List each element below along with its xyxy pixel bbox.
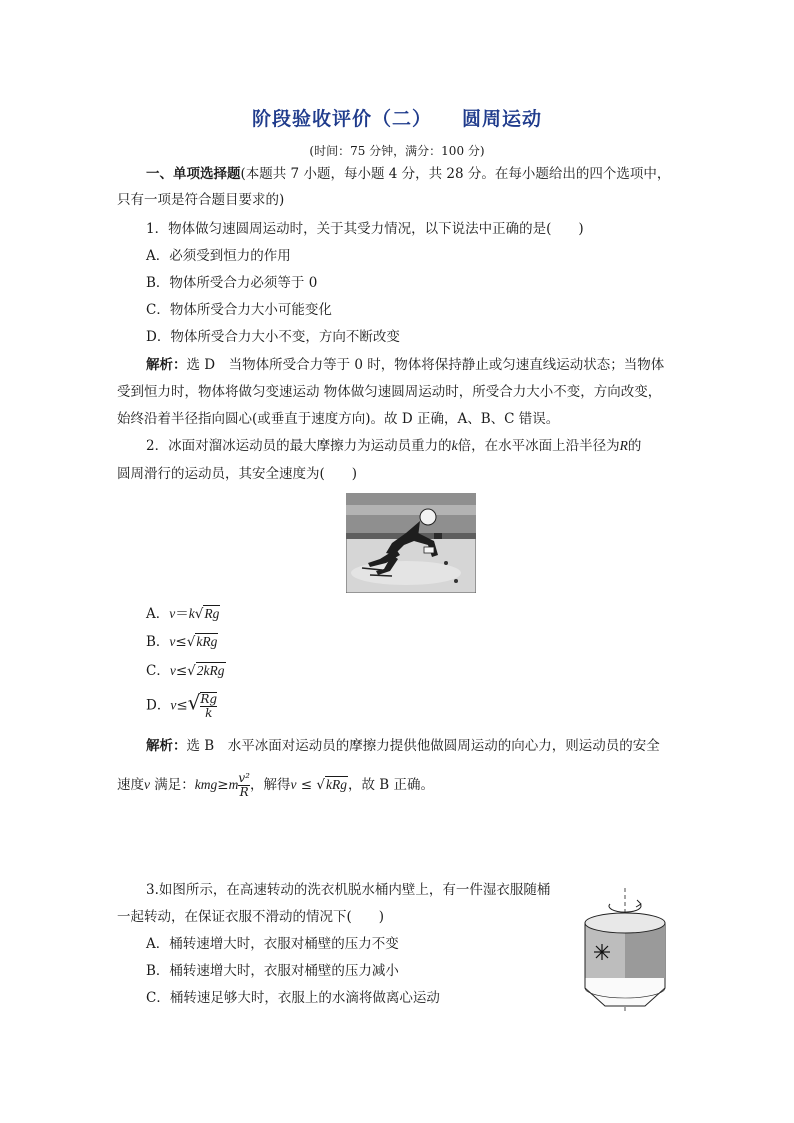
question-1-stem: 1．物体做匀速圆周运动时，关于其受力情况，以下说法中正确的是( ) [146,221,584,237]
question-2-option-d: D．v≤√ $\frac{Rg}{k}$ [146,690,218,720]
question-3-stem-line2: 一起转动，在保证衣服不滑动的情况下( ) [117,909,385,925]
question-2-option-b: B．v≤√kRg [146,634,218,650]
question-2-analysis: 解析：选 B 水平冰面对运动员的摩擦力提供他做圆周运动的向心力，则运动员的安全 [146,738,660,754]
question-3-stem: 3.如图所示，在高速转动的洗衣机脱水桶内壁上，有一件湿衣服随桶 [146,882,551,898]
question-3-option-b: B．桶转速增大时，衣服对桶壁的压力减小 [146,963,399,979]
analysis-label: 解析： [146,357,187,373]
spin-dryer-drum-diagram [580,888,680,1013]
question-2-option-c: C．v≤√2kRg [146,663,225,679]
section-heading [146,164,670,184]
section-instructions-line2: 只有一项是符合题目要求的) [117,192,285,208]
exam-info: (时间：75 分钟，满分：100 分) [309,144,485,158]
wet-clothes-icon [594,944,610,960]
question-2-analysis-line2: 速度v 满足：kmg≥m $\frac{\text{v²}}{R}$ ，解得v ≤ √kRg，故 B 正确。 [117,771,434,799]
speed-skater-photo [346,493,476,593]
question-1-analysis-line3: 始终沿着半径指向圆心(或垂直于速度方向)。故 D 正确，A、B、C 错误。 [117,411,560,427]
title-topic: 圆周运动 [462,108,543,130]
question-2-stem-line2: 圆周滑行的运动员，其安全速度为( ) [117,466,358,482]
question-1-option-b: B．物体所受合力必须等于 0 [146,275,318,291]
analysis-label: 解析： [146,738,187,754]
section-title: 一、单项选择题 [146,166,241,182]
question-2-stem: 2．冰面对溜冰运动员的最大摩擦力为运动员重力的k倍，在水平冰面上沿半径为R的 [146,438,642,454]
title-main: 阶段验收评价（二） [251,108,432,130]
question-1-option-c: C．物体所受合力大小可能变化 [146,302,332,318]
analysis-text: 选 D 当物体所受合力等于 0 时，物体将保持静止或匀速直线运动状态；当物体 [186,357,665,373]
question-1-analysis [146,355,664,375]
question-3-option-a: A．桶转速增大时，衣服对桶壁的压力不变 [146,936,399,952]
question-1-option-d: D．物体所受合力大小不变，方向不断改变 [146,329,400,345]
question-1-analysis-line2: 受到恒力时，物体将做匀变速运动 物体做匀速圆周运动时，所受合力大小不变，方向改变， [117,384,662,400]
question-1-option-a: A．必须受到恒力的作用 [146,248,291,264]
question-3-option-c: C．桶转速足够大时，衣服上的水滴将做离心运动 [146,990,440,1006]
section-instructions: (本题共 7 小题，每小题 4 分，共 28 分。在每小题给出的四个选项中， [240,166,671,182]
page-title [0,104,794,131]
question-2-option-a: A．v＝k√Rg [146,606,220,622]
